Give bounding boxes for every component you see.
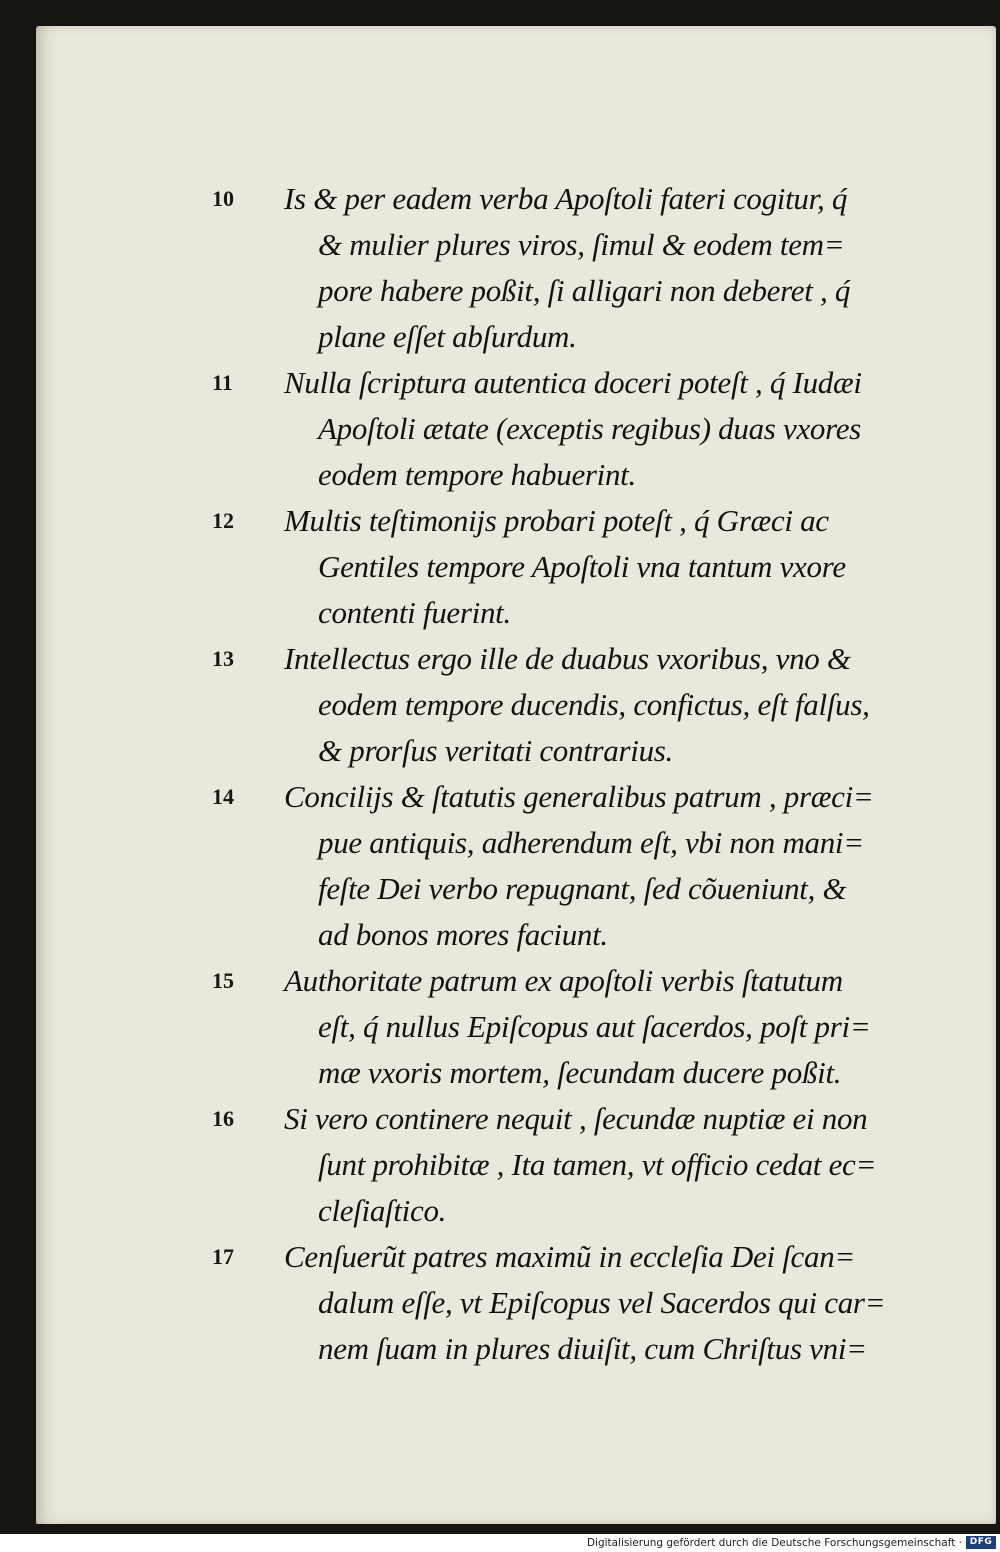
thesis-line: Intellectus ergo ille de duabus vxoribus, vno & [284,641,851,676]
thesis-line: Si vero continere nequit , ſecundæ nuptiæ ei non [284,1101,868,1136]
thesis-line: & prorſus veritati contrarius. [318,733,673,768]
thesis-line: feſte Dei verbo repugnant, ſed cõueniunt, & [318,871,847,906]
thesis-number: 16 [212,1106,234,1131]
thesis-line: Nulla ſcriptura autentica doceri poteſt , q́ Iudæi [284,365,862,400]
thesis-number: 13 [212,646,234,671]
thesis-line: pore habere poßit, ſi alligari non deberet , q́ [318,273,851,308]
thesis-line: ad bonos mores faciunt. [318,917,608,952]
thesis-line: Apoſtoli ætate (exceptis regibus) duas vxores [318,411,861,446]
thesis-line: & mulier plures viros, ſimul & eodem tem= [318,227,845,262]
thesis-line: contenti fuerint. [318,595,511,630]
thesis-number: 10 [212,186,234,211]
thesis-line: Concilijs & ſtatutis generalibus patrum , præci= [284,779,874,814]
thesis-line: mæ vxoris mortem, ſecundam ducere poßit. [318,1055,842,1090]
thesis-number: 17 [212,1244,234,1269]
dfg-logo: DFG [966,1536,996,1549]
thesis-line: Authoritate patrum ex apoſtoli verbis ſtatutum [284,963,843,998]
thesis-line: ſunt prohibitæ , Ita tamen, vt officio cedat ec= [318,1147,877,1182]
book-page [36,26,996,1524]
thesis-line: nem ſuam in plures diuiſit, cum Chriſtus vni= [318,1331,867,1366]
thesis-line: eſt, q́ nullus Epiſcopus aut ſacerdos, poſt pri= [318,1009,871,1044]
thesis-line: Is & per eadem verba Apoſtoli fateri cogitur, q́ [284,181,848,216]
digitization-footer [0,1534,1000,1552]
thesis-line: Multis teſtimonijs probari poteſt , q́ Græci ac [284,503,829,538]
thesis-number: 11 [212,370,233,395]
thesis-number: 12 [212,508,234,533]
thesis-line: eodem tempore habuerint. [318,457,636,492]
thesis-line: plane eſſet abſurdum. [318,319,577,354]
thesis-line: cleſiaſtico. [318,1193,447,1228]
thesis-number: 15 [212,968,234,993]
thesis-line: Gentiles tempore Apoſtoli vna tantum vxore [318,549,846,584]
thesis-number: 14 [212,784,234,809]
footer-credit: Digitalisierung gefördert durch die Deutsche Forschungsgemeinschaft · [586,1537,962,1549]
thesis-line: Cenſuerũt patres maximũ in eccleſia Dei ſcan= [284,1239,856,1274]
thesis-line: dalum eſſe, vt Epiſcopus vel Sacerdos qui car= [318,1285,886,1320]
thesis-line: eodem tempore ducendis, confictus, eſt falſus, [318,687,870,722]
thesis-line: pue antiquis, adherendum eſt, vbi non mani= [318,825,864,860]
